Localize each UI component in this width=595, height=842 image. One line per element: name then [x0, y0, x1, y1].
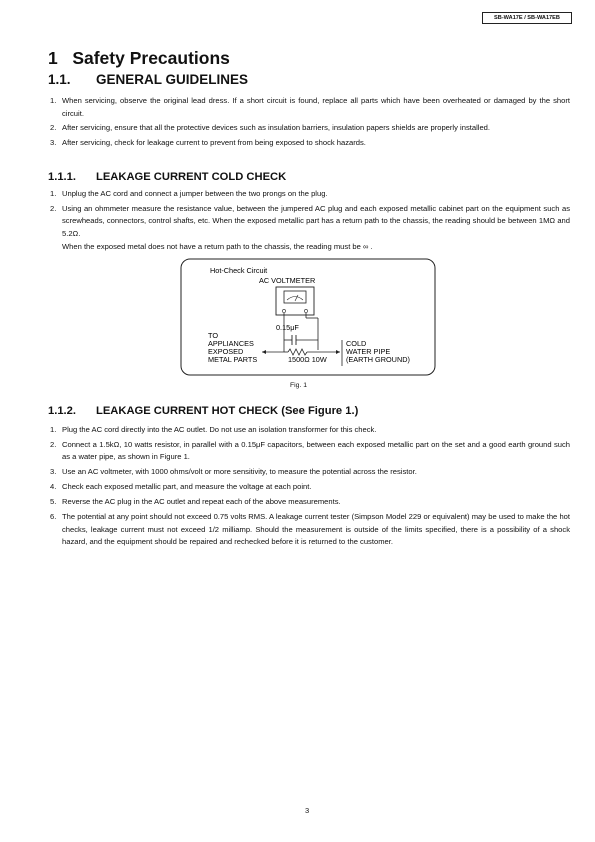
list-item: 4. Check each exposed metallic part, and measure the voltage at each point. [50, 482, 312, 492]
general-guidelines-heading [48, 72, 248, 87]
arrow-right-icon [336, 350, 340, 354]
appliance-label-line: TO [208, 331, 219, 340]
figure-caption: Fig. 1 [290, 382, 307, 389]
page-number: 3 [305, 806, 310, 815]
hot-check-heading [48, 405, 358, 417]
voltmeter-dial [284, 291, 306, 303]
appliance-label-line: EXPOSED [208, 347, 244, 356]
hot-check-circuit-figure [180, 258, 436, 376]
arrow-left-icon [262, 350, 266, 354]
ground-label-line: COLD [346, 339, 367, 348]
hot-check-list [48, 424, 570, 551]
list-item: 1. Unplug the AC cord and connect a jumper between the two prongs on the plug. [50, 189, 328, 198]
hot-check-title: LEAKAGE CURRENT HOT CHECK (See Figure 1.) [96, 405, 359, 417]
general-guidelines-number: 1.1. [48, 72, 71, 87]
hot-check-number: 1.1.2. [48, 405, 76, 417]
ground-label-line: WATER PIPE [346, 347, 391, 356]
figure-title: Hot-Check Circuit [210, 266, 268, 275]
section-title-text: Safety Precautions [72, 48, 230, 68]
list-item: 2. Using an ohmmeter measure the resistance value, between the jumpered AC plug and each exposed metallic cabinet part on the equipment such as screwheads, connectors, control shafts, etc. When the exposed metallic part has a return path to the chassis, the reading should be between 1MΩ and 5.2Ω. When the exposed metal does not have a return path to the chassis, the reading must be ∞ . [48, 203, 570, 253]
general-guidelines-list [48, 95, 570, 152]
cold-check-list [48, 188, 570, 256]
appliance-label-line: APPLIANCES [208, 339, 254, 348]
appliance-label-line: METAL PARTS [208, 355, 258, 364]
meter-terminal-icon [282, 309, 285, 312]
meter-label: AC VOLTMETER [259, 276, 316, 285]
section-number: 1 [48, 48, 58, 68]
list-item: 6. The potential at any point should not exceed 0.75 volts RMS. A leakage current tester (Simpson Model 229 or equivalent) may be used to make the hot checks, leakage current must not exceed 1/2 milliamp. Should the measurement is outside of the limits specified, there is a possibility of a shock hazard, and the equipment should be repaired and rechecked before it is returned to the customer. [50, 512, 570, 547]
resistor-label: 1500Ω 10W [288, 355, 327, 364]
list-item: 3. After servicing, check for leakage current to prevent from being exposed to shock hazards. [50, 138, 366, 148]
list-item: 1. Plug the AC cord directly into the AC outlet. Do not use an isolation transformer for this check. [50, 425, 377, 434]
cold-check-note: When the exposed metal does not have a return path to the chassis, the reading must be ∞ . [62, 241, 373, 251]
dial-arc-icon [287, 297, 303, 301]
general-guidelines-title: GENERAL GUIDELINES [96, 72, 249, 87]
section-title [48, 48, 230, 69]
dial-needle-icon [295, 295, 298, 301]
list-item: 5. Reverse the AC plug in the AC outlet and repeat each of the above measurements. [50, 497, 341, 507]
capacitor-label: 0.15μF [276, 323, 299, 332]
list-item: 3. Use an AC voltmeter, with 1000 ohms/volt or more sensitivity, to measure the potential across the resistor. [50, 467, 417, 477]
list-item: 1. When servicing, observe the original lead dress. If a short circuit is found, replace all parts which have been overheated or damaged by the short circuit. [50, 96, 570, 118]
meter-terminal-icon [304, 309, 307, 312]
cold-check-number: 1.1.1. [48, 171, 76, 183]
list-item: 2. Connect a 1.5kΩ, 10 watts resistor, in parallel with a 0.15μF capacitors, between each exposed metallic part on the set and a good earth ground such as a water pipe, as shown in Figure 1. [50, 439, 570, 462]
model-number-box: SB-WA17E / SB-WA17EB [482, 12, 572, 24]
cold-check-title: LEAKAGE CURRENT COLD CHECK [96, 171, 287, 183]
list-item: 2. After servicing, ensure that all the protective devices such as insulation barriers, insulation papers shields are properly installed. [50, 123, 491, 133]
ground-label-line: (EARTH GROUND) [346, 355, 410, 364]
cold-check-heading [48, 171, 286, 183]
